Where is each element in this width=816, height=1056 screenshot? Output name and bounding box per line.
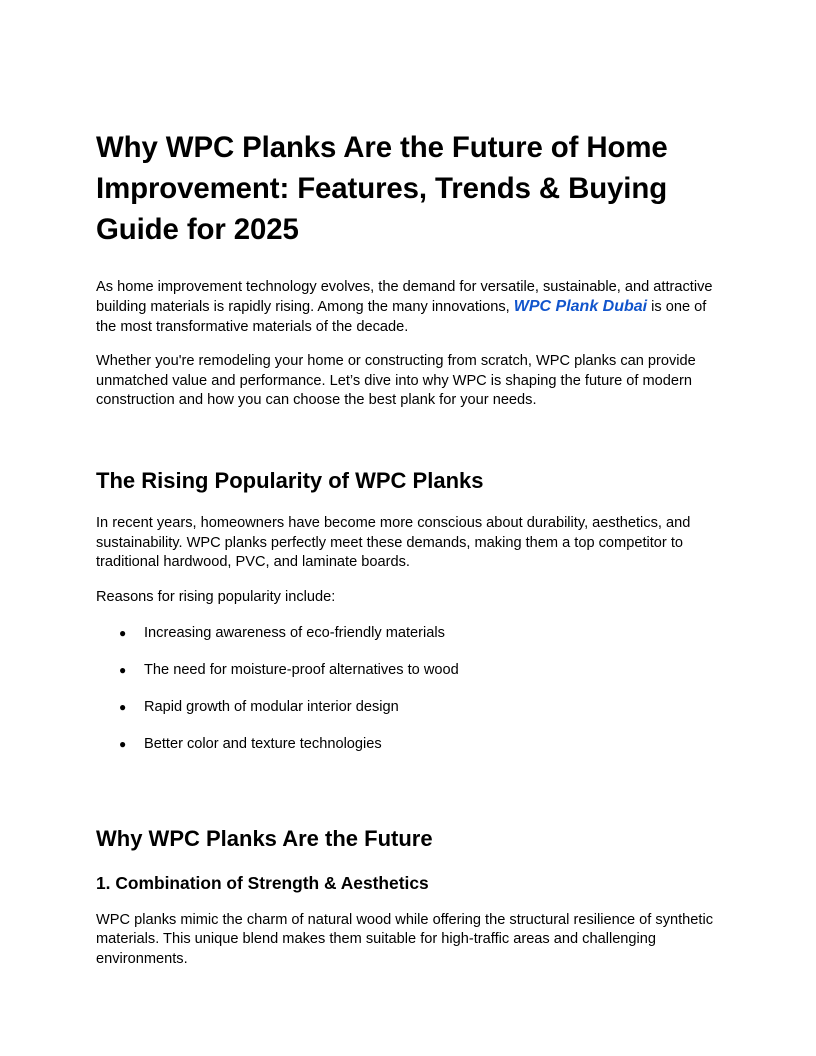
section2-paragraph-1: WPC planks mimic the charm of natural wood while offering the structural resilience of synthetic materials. This unique blend makes them suitable for high-traffic areas and challenging environments. <box>96 912 713 967</box>
list-item <box>96 735 720 754</box>
document-title: Why WPC Planks Are the Future of Home Improvement: Features, Trends & Buying Guide for 2025 <box>96 131 668 246</box>
list-item-text: Increasing awareness of eco-friendly materials <box>144 625 445 642</box>
bullet-icon: ● <box>119 626 127 641</box>
section-heading-future: Why WPC Planks Are the Future <box>96 826 433 852</box>
subheading-strength-aesthetics: 1. Combination of Strength & Aesthetics <box>96 873 429 894</box>
section1-paragraph-2: Reasons for rising popularity include: <box>96 588 336 605</box>
intro-paragraph-2: Whether you're remodeling your home or constructing from scratch, WPC planks can provide unmatched value and performance. Let’s dive into why WPC is shaping the future of modern construction and how you can choose the best plank for your needs. <box>96 353 696 409</box>
intro-text-before-link: As home improvement technology evolves, the demand for versatile, sustainable, and attractive building materials is rapidly rising. Among the many innovations, <box>96 279 713 316</box>
list-item-text: Rapid growth of modular interior design <box>144 699 399 716</box>
bullet-icon: ● <box>119 700 127 715</box>
list-item <box>96 624 720 643</box>
intro-text-after-link: is one of the most transformative materials of the decade. <box>96 299 707 335</box>
bullet-icon: ● <box>119 737 127 752</box>
section-heading-rising-popularity: The Rising Popularity of WPC Planks <box>96 468 484 494</box>
intro-paragraph-1 <box>96 278 720 337</box>
popularity-reasons-list <box>96 624 720 754</box>
section1-paragraph-1: In recent years, homeowners have become more conscious about durability, aesthetics, and sustainability. WPC planks perfectly meet these demands, making them a top competitor to traditional hardwood, PVC, and laminate boards. <box>96 515 691 571</box>
list-item-text: The need for moisture-proof alternatives to wood <box>144 662 459 679</box>
list-item-text: Better color and texture technologies <box>144 736 382 753</box>
list-item <box>96 698 720 717</box>
bullet-icon: ● <box>119 663 127 678</box>
wpc-plank-dubai-link[interactable]: WPC Plank Dubai <box>513 298 648 316</box>
list-item <box>96 661 720 680</box>
document-page <box>96 127 720 969</box>
